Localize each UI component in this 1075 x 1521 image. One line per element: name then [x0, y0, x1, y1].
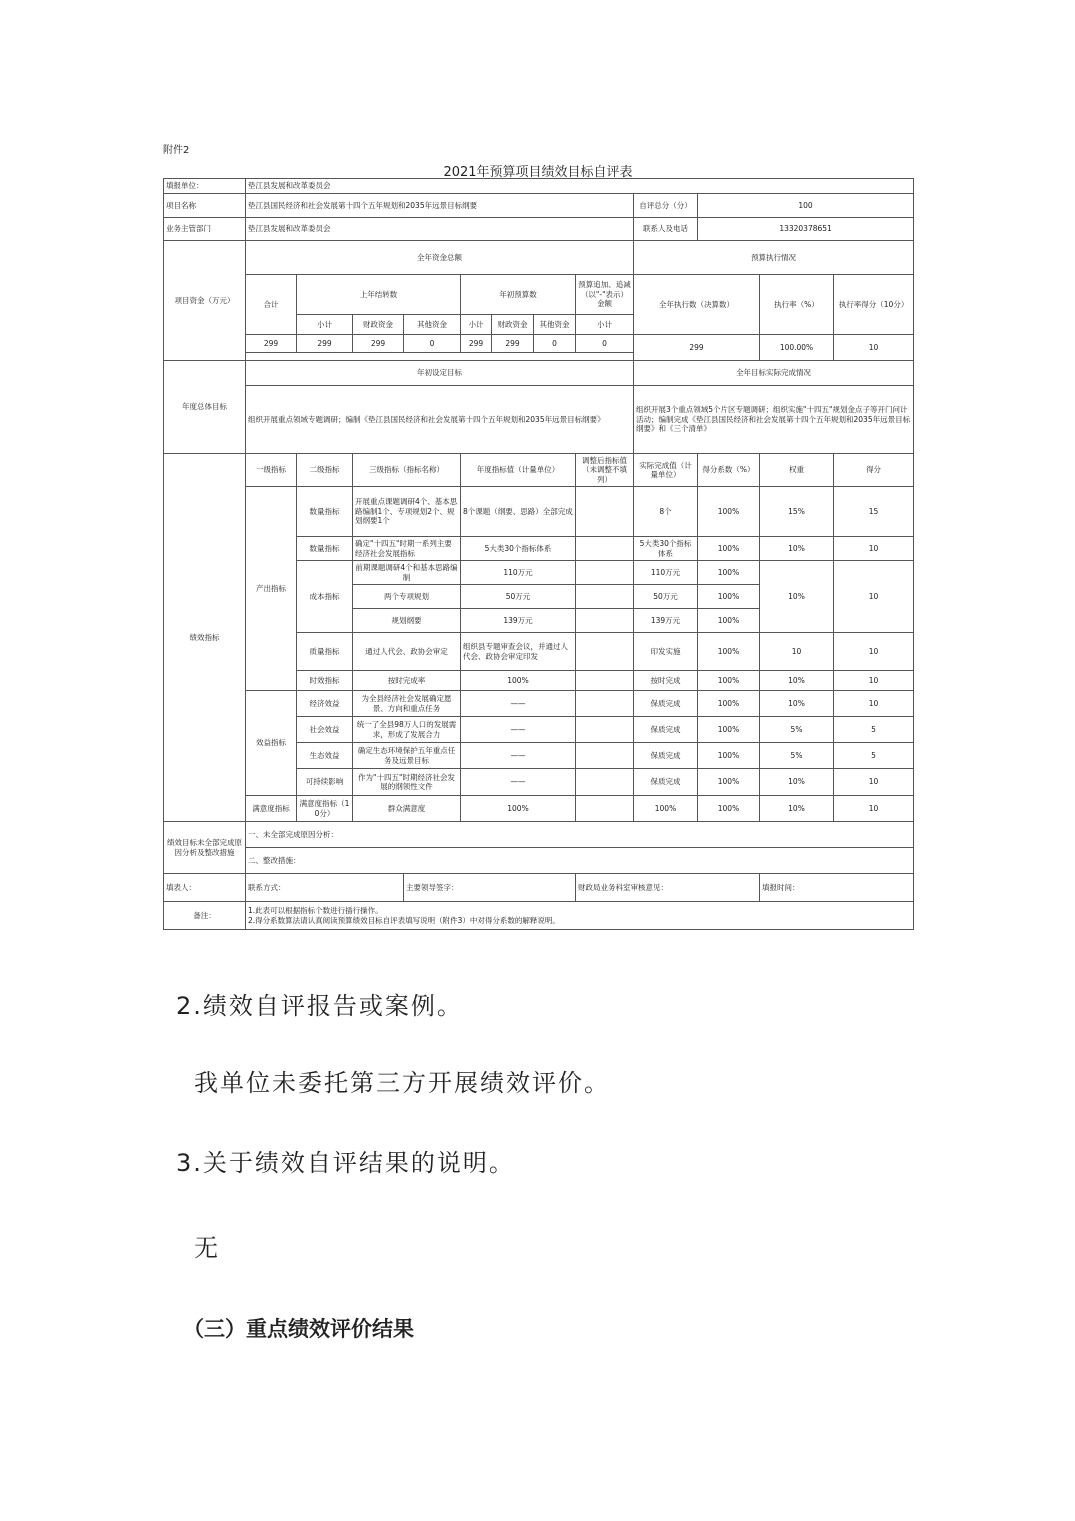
- coef-cell: 100%: [698, 717, 760, 743]
- lvl2-cell: 满意度指标（10分）: [297, 796, 353, 822]
- score-cell: 10: [834, 769, 914, 796]
- initial-goal-text: 组织开展重点领域专题调研；编制《垫江县国民经济和社会发展第十四个五年规划和2035年远景目标纲要》: [246, 386, 634, 454]
- exec-rate-value: 100.00%: [760, 335, 834, 361]
- satisfaction-label: 满意度指标: [246, 796, 297, 822]
- project-name-label: 项目名称: [164, 194, 246, 218]
- lvl3-cell: 确定"十四五"时期一系列主要经济社会发展指标: [353, 537, 461, 561]
- coef-cell: 100%: [698, 537, 760, 561]
- fund-cell: 0: [534, 335, 576, 353]
- initial-goal-header: 年初设定目标: [246, 361, 634, 386]
- paragraph-none: 无: [194, 1234, 220, 1262]
- lvl3-cell: 确定生态环境保护五年重点任务及远景目标: [353, 743, 461, 769]
- coef-cell: 100%: [698, 671, 760, 691]
- coef-cell: 100%: [698, 796, 760, 822]
- department-label: 业务主管部门: [164, 218, 246, 241]
- actual-header: 实际完成值（计量单位）: [634, 454, 698, 487]
- actual-cell: 保质完成: [634, 769, 698, 796]
- section-key-evaluation: （三）重点绩效评价结果: [183, 1317, 414, 1341]
- score-cell: 5: [834, 743, 914, 769]
- unfinished-label: 绩效目标未全部完成原因分析及整改措施: [164, 822, 246, 874]
- actual-cell: 139万元: [634, 609, 698, 633]
- subtotal-header: 小计: [576, 315, 634, 335]
- adjust-header: 预算追加、追减（以"-"表示）金额: [576, 275, 634, 315]
- target-header: 年度指标值（计量单位）: [461, 454, 576, 487]
- benefit-label: 效益指标: [246, 691, 297, 796]
- heading-result-explanation: 3.关于绩效自评结果的说明。: [176, 1149, 515, 1177]
- coef-cell: 100%: [698, 743, 760, 769]
- actual-goal-header: 全年目标实际完成情况: [634, 361, 914, 386]
- contact-label: 联系人及电话: [634, 218, 698, 241]
- actual-cell: 5大类30个指标体系: [634, 537, 698, 561]
- coef-header: 得分系数（%）: [698, 454, 760, 487]
- weight-cell: 10%: [760, 561, 834, 633]
- paragraph-third-party: 我单位未委托第三方开展绩效评价。: [194, 1069, 610, 1097]
- score-cell: 10: [834, 537, 914, 561]
- coef-cell: 100%: [698, 561, 760, 585]
- target-cell: 110万元: [461, 561, 576, 585]
- actual-cell: 保质完成: [634, 691, 698, 717]
- target-cell: 组织县专题审查会议，并通过人代会、政协会审定印发: [461, 633, 576, 671]
- annual-total-header: 全年资金总额: [246, 241, 634, 275]
- lvl2-cell: 时效指标: [297, 671, 353, 691]
- fund-cell: 299: [246, 335, 297, 353]
- project-funds-label: 项目资金（万元）: [164, 241, 246, 361]
- coef-cell: 100%: [698, 769, 760, 796]
- actual-cell: 50万元: [634, 585, 698, 609]
- year-exec-header: 全年执行数（决算数）: [634, 275, 760, 335]
- target-cell: 5大类30个指标体系: [461, 537, 576, 561]
- contact-way-label: 联系方式：: [246, 874, 404, 902]
- lvl3-cell: 规划纲要: [353, 609, 461, 633]
- weight-cell: 10%: [760, 671, 834, 691]
- score-cell: 10: [834, 796, 914, 822]
- heading-self-eval-report: 2.绩效自评报告或案例。: [176, 992, 463, 1020]
- weight-cell: 15%: [760, 487, 834, 537]
- fiscal-header: 财政资金: [492, 315, 534, 335]
- score-cell: 10: [834, 691, 914, 717]
- unit-label: 填报单位：: [164, 179, 246, 194]
- lvl3-cell: 两个专项规划: [353, 585, 461, 609]
- actual-cell: 印发实施: [634, 633, 698, 671]
- target-cell: 139万元: [461, 609, 576, 633]
- coef-cell: 100%: [698, 691, 760, 717]
- target-cell: ——: [461, 691, 576, 717]
- filler-label: 填表人：: [164, 874, 246, 902]
- adjusted-header: 调整后指标值（未调整不填列）: [576, 454, 634, 487]
- self-score-label: 自评总分（分）: [634, 194, 698, 218]
- lvl1-header: 一级指标: [246, 454, 297, 487]
- lvl3-cell: 前期课题调研4个和基本思路编制: [353, 561, 461, 585]
- actual-cell: 保质完成: [634, 717, 698, 743]
- note-line: 1.此表可以根据指标个数进行插行操作。: [248, 906, 383, 916]
- target-cell: ——: [461, 717, 576, 743]
- weight-cell: 10%: [760, 769, 834, 796]
- table-title: 2021年预算项目绩效目标自评表: [443, 165, 633, 180]
- fund-cell: 299: [461, 335, 492, 353]
- fiscal-header: 财政资金: [353, 315, 404, 335]
- target-cell: 100%: [461, 796, 576, 822]
- note-line: 2.得分系数算法请认真阅读预算绩效目标自评表填写说明（附件3）中对得分系数的解释说明。: [248, 915, 560, 925]
- score-cell: 10: [834, 561, 914, 633]
- lvl3-cell: 开展重点课题调研4个、基本思路编制1个、专项规划2个、规划纲要1个: [353, 487, 461, 537]
- weight-cell: 10%: [760, 537, 834, 561]
- weight-cell: 5%: [760, 717, 834, 743]
- budget-exec-header: 预算执行情况: [634, 241, 914, 275]
- lvl3-cell: 群众满意度: [353, 796, 461, 822]
- target-cell: ——: [461, 769, 576, 796]
- actual-cell: 110万元: [634, 561, 698, 585]
- year-exec-value: 299: [634, 335, 760, 361]
- score-header: 得分: [834, 454, 914, 487]
- lvl2-cell: 可持续影响: [297, 769, 353, 796]
- subtotal-header: 小计: [297, 315, 353, 335]
- self-score-value: 100: [698, 194, 914, 218]
- other-header: 其他资金: [534, 315, 576, 335]
- lvl2-cell: 经济效益: [297, 691, 353, 717]
- lvl3-cell: 作为"十四五"时期经济社会发展的纲领性文件: [353, 769, 461, 796]
- department-value: 垫江县发展和改革委员会: [246, 218, 634, 241]
- lvl3-header: 三级指标（指标名称）: [353, 454, 461, 487]
- actual-cell: 按时完成: [634, 671, 698, 691]
- coef-cell: 100%: [698, 585, 760, 609]
- fill-time-label: 填报时间：: [760, 874, 914, 902]
- evaluation-table: [163, 178, 914, 930]
- fund-cell: 299: [492, 335, 534, 353]
- lvl2-cell: 生态效益: [297, 743, 353, 769]
- attachment-label: 附件2: [163, 145, 190, 156]
- lvl2-cell: 数量指标: [297, 537, 353, 561]
- reason-text: 一、未全部完成原因分析：: [246, 822, 914, 848]
- score-cell: 10: [834, 671, 914, 691]
- notes-label: 备注：: [164, 902, 246, 930]
- lvl3-cell: 为全县经济社会发展确定愿景、方向和重点任务: [353, 691, 461, 717]
- weight-cell: 10%: [760, 796, 834, 822]
- coef-cell: 100%: [698, 487, 760, 537]
- target-cell: ——: [461, 743, 576, 769]
- score-cell: 10: [834, 633, 914, 671]
- target-cell: 100%: [461, 671, 576, 691]
- actual-cell: 保质完成: [634, 743, 698, 769]
- lvl2-cell: 社会效益: [297, 717, 353, 743]
- carryover-header: 上年结转数: [297, 275, 461, 315]
- subtotal-header: 小计: [461, 315, 492, 335]
- lvl2-header: 二级指标: [297, 454, 353, 487]
- perf-indicators-label: 绩效指标: [164, 454, 246, 822]
- coef-cell: 100%: [698, 633, 760, 671]
- lvl3-cell: 通过人代会、政协会审定: [353, 633, 461, 671]
- score-cell: 5: [834, 717, 914, 743]
- notes-text: [246, 902, 914, 930]
- fund-cell: 0: [576, 335, 634, 353]
- output-label: 产出指标: [246, 487, 297, 691]
- other-header: 其他资金: [404, 315, 461, 335]
- lvl3-cell: 按时完成率: [353, 671, 461, 691]
- total-header: 合计: [246, 275, 297, 335]
- initial-budget-header: 年初预算数: [461, 275, 576, 315]
- weight-cell: 5%: [760, 743, 834, 769]
- leader-sign-label: 主要领导签字：: [404, 874, 576, 902]
- weight-cell: 10%: [760, 691, 834, 717]
- unit-value: 垫江县发展和改革委员会: [246, 179, 914, 194]
- exec-score-header: 执行率得分（10分）: [834, 275, 914, 335]
- exec-rate-header: 执行率（%）: [760, 275, 834, 335]
- fund-cell: 299: [297, 335, 353, 353]
- actual-cell: 100%: [634, 796, 698, 822]
- target-cell: 8个课题（纲要、思路）全部完成: [461, 487, 576, 537]
- finance-review-label: 财政局业务科室审核意见：: [576, 874, 760, 902]
- exec-score-value: 10: [834, 335, 914, 361]
- actual-cell: 8个: [634, 487, 698, 537]
- fund-cell: 0: [404, 335, 461, 353]
- measures-text: 二、整改措施：: [246, 848, 914, 874]
- coef-cell: 100%: [698, 609, 760, 633]
- contact-value: 13320378651: [698, 218, 914, 241]
- project-name-value: 垫江县国民经济和社会发展第十四个五年规划和2035年远景目标纲要: [246, 194, 634, 218]
- lvl2-cell: 数量指标: [297, 487, 353, 537]
- annual-goal-label: 年度总体目标: [164, 361, 246, 454]
- weight-header: 权重: [760, 454, 834, 487]
- target-cell: 50万元: [461, 585, 576, 609]
- actual-goal-text: 组织开展3个重点领域5个片区专题调研；组织实施"十四五"规划金点子等开门问计活动；编制完成《垫江县国民经济和社会发展第十四个五年规划和2035年远景目标纲要》和《三个清单》: [634, 386, 914, 454]
- weight-cell: 10: [760, 633, 834, 671]
- fund-cell: 299: [353, 335, 404, 353]
- lvl2-cell: 质量指标: [297, 633, 353, 671]
- lvl2-cell: 成本指标: [297, 561, 353, 633]
- lvl3-cell: 统一了全县98万人口的发展需求，形成了发展合力: [353, 717, 461, 743]
- score-cell: 15: [834, 487, 914, 537]
